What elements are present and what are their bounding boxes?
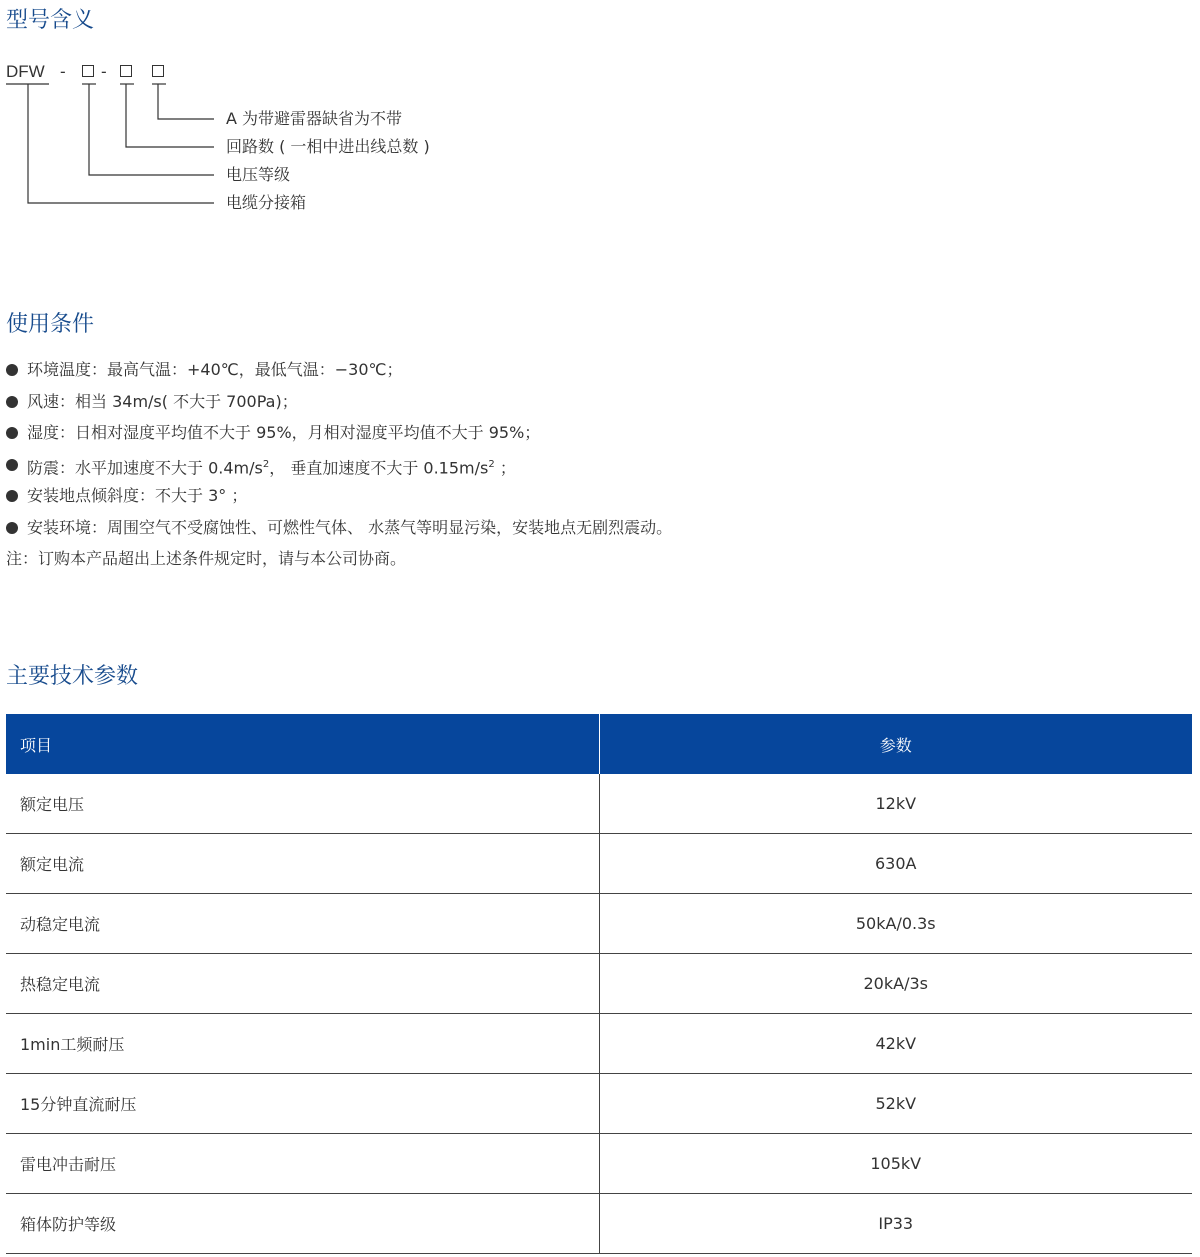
param-name: 额定电压 (6, 774, 599, 834)
bullet-icon (6, 396, 18, 408)
param-name: 1min工频耐压 (6, 1014, 599, 1074)
condition-text: 风速：相当 34m/s( 不大于 700Pa)； (27, 391, 298, 411)
model-code-prefix: DFW (6, 62, 45, 81)
condition-text: 安装环境：周围空气不受腐蚀性、可燃性气体、 水蒸气等明显污染，安装地点无剧烈震动。 (27, 517, 673, 537)
param-value: 42kV (599, 1014, 1192, 1074)
condition-text-part: 防震：水平加速度不大于 0.4m/s (27, 457, 263, 477)
model-diagram-lines (0, 0, 230, 210)
superscript: 2 (488, 458, 495, 470)
table-row (6, 774, 1192, 834)
condition-text: 环境温度：最高气温：+40℃，最低气温：−30℃； (27, 360, 403, 379)
param-value: 52kV (599, 1074, 1192, 1134)
bullet-icon (6, 490, 18, 502)
table-row (6, 1194, 1192, 1254)
params-title: 主要技术参数 (6, 664, 139, 689)
model-code-dash: - (101, 62, 107, 81)
table-row (6, 1014, 1192, 1074)
param-name: 15分钟直流耐压 (6, 1074, 599, 1134)
param-value: 630A (599, 834, 1192, 894)
param-value: 20kA/3s (599, 954, 1192, 1014)
bullet-icon (6, 522, 18, 534)
table-row (6, 894, 1192, 954)
column-header-value: 参数 (599, 714, 1192, 774)
table-header-row (6, 714, 1192, 774)
param-name: 额定电流 (6, 834, 599, 894)
ordering-note: 注：订购本产品超出上述条件规定时，请与本公司协商。 (6, 549, 407, 568)
param-name: 热稳定电流 (6, 954, 599, 1014)
bullet-icon (6, 364, 18, 376)
param-value: IP33 (599, 1194, 1192, 1254)
condition-wind (6, 392, 672, 424)
conditions-title: 使用条件 (6, 312, 95, 337)
condition-text: 安装地点倾斜度：不大于 3° ； (27, 486, 248, 505)
condition-inclination (6, 486, 672, 518)
superscript: 2 (262, 458, 270, 470)
param-value: 50kA/0.3s (599, 894, 1192, 954)
condition-seismic (6, 455, 672, 487)
table-row (6, 834, 1192, 894)
legend-voltage-level: 电压等级 (226, 165, 291, 184)
condition-environment (6, 518, 672, 550)
param-name: 雷电冲击耐压 (6, 1134, 599, 1194)
bullet-icon (6, 427, 18, 439)
table-row (6, 954, 1192, 1014)
model-meaning-title: 型号含义 (6, 8, 95, 33)
table-row (6, 1074, 1192, 1134)
legend-circuits: 回路数 ( 一相中进出线总数 ) (226, 137, 430, 156)
conditions-list (6, 360, 672, 549)
condition-text-part: ； (494, 457, 516, 477)
model-code-dash: - (60, 62, 66, 81)
table-row (6, 1134, 1192, 1194)
condition-text: 湿度：日相对湿度平均值不大于 95%，月相对湿度平均值不大于 95%； (27, 423, 541, 442)
condition-text-part: ， 垂直加速度不大于 0.15m/s (269, 457, 489, 477)
column-header-item: 项目 (6, 714, 599, 774)
param-name: 动稳定电流 (6, 894, 599, 954)
params-table (6, 714, 1192, 1254)
condition-humidity (6, 423, 672, 455)
param-name: 箱体防护等级 (6, 1194, 599, 1254)
condition-temperature (6, 360, 672, 392)
param-value: 105kV (599, 1134, 1192, 1194)
legend-cable-branch-box: 电缆分接箱 (226, 193, 307, 212)
legend-arrester: A 为带避雷器缺省为不带 (226, 109, 403, 128)
condition-text (27, 455, 516, 478)
param-value: 12kV (599, 774, 1192, 834)
bullet-icon (6, 459, 18, 471)
